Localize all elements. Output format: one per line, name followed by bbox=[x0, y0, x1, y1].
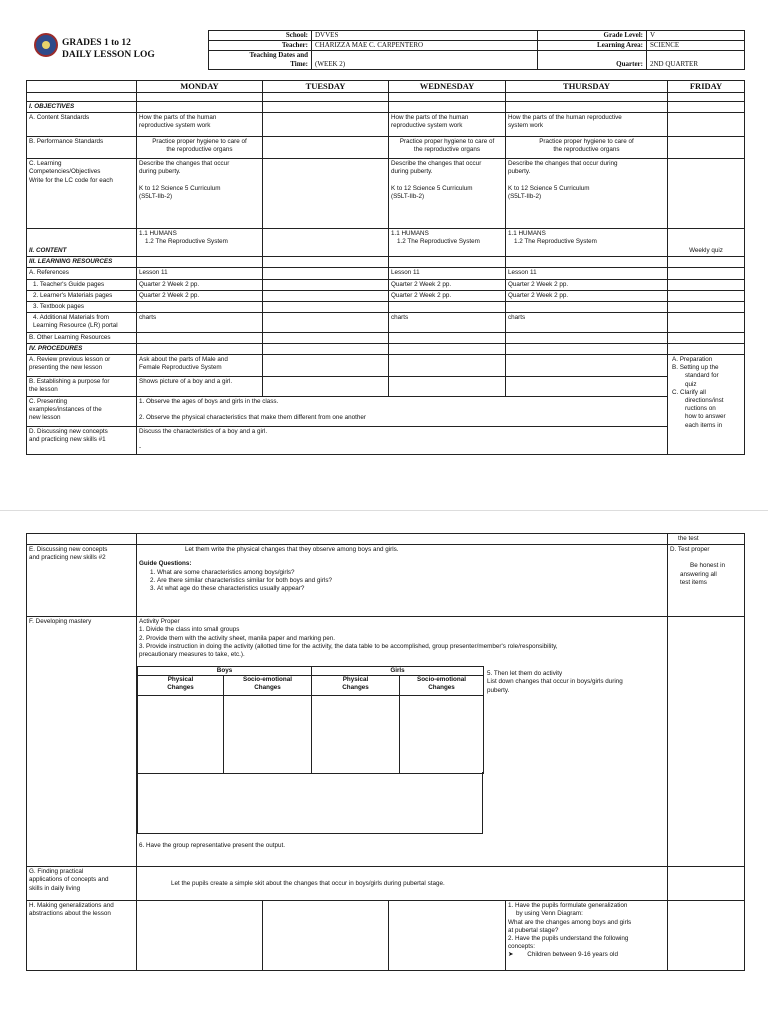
pp-label-2: the lesson bbox=[29, 386, 58, 394]
lc-mon-3: K to 12 Science 5 Curriculum bbox=[139, 184, 221, 192]
area-label: Learning Area: bbox=[538, 41, 647, 51]
ps-wed-1: Practice proper hygiene to care of bbox=[399, 138, 495, 146]
tbl-girls-phys bbox=[312, 676, 400, 696]
gp-2: Changes bbox=[342, 684, 369, 692]
page-two bbox=[0, 510, 768, 1025]
step6: 6. Have the group representative present the output. bbox=[139, 842, 285, 850]
h-label-1: H. Making generalizations and bbox=[29, 902, 114, 910]
ct-thu-2: 1.2 The Reproductive System bbox=[514, 238, 597, 246]
bs-2: Changes bbox=[254, 684, 281, 692]
brand-line-2: DAILY LESSON LOG bbox=[62, 50, 155, 60]
teacher-value: CHARIZZA MAE C. CARPENTERO bbox=[312, 41, 538, 51]
dates-label-1: Teaching Dates and bbox=[249, 51, 308, 59]
ps-mon-2: the reproductive organs bbox=[166, 146, 233, 154]
content-standards-mon bbox=[137, 113, 263, 137]
tbl-girls: Girls bbox=[312, 667, 484, 676]
cs-thu-1: How the parts of the human reproductive bbox=[508, 114, 622, 122]
lc-wed-2: during puberty. bbox=[391, 168, 433, 176]
fri-step-c2: directions/inst bbox=[685, 397, 724, 405]
performance-thu bbox=[506, 137, 668, 159]
fri-honest-3: test items bbox=[680, 578, 707, 586]
school-label: School: bbox=[209, 31, 312, 41]
h-label bbox=[27, 901, 137, 971]
additional-thu: charts bbox=[506, 313, 668, 332]
lc-wed-3: K to 12 Science 5 Curriculum bbox=[391, 184, 473, 192]
content-standards-label: A. Content Standards bbox=[27, 113, 137, 137]
am-label-1: 4. Additional Materials from bbox=[33, 314, 109, 322]
lesson-table-page1 bbox=[26, 80, 745, 455]
table-extra-space bbox=[137, 772, 483, 834]
purpose-label bbox=[27, 377, 137, 397]
bp-2: Changes bbox=[167, 684, 194, 692]
h-thursday bbox=[506, 901, 668, 971]
content-fri: Weekly quiz bbox=[668, 229, 745, 257]
cs-thu-2: system work bbox=[508, 122, 543, 130]
area-value: SCIENCE bbox=[647, 41, 745, 51]
lc-label-2: Competencies/Objectives bbox=[29, 168, 101, 176]
day-thursday: THURSDAY bbox=[506, 81, 668, 93]
additional-label bbox=[27, 313, 137, 332]
fri-the-test: the test bbox=[668, 534, 745, 545]
e-label bbox=[27, 545, 137, 617]
fri-honest-2: answering all bbox=[680, 570, 717, 578]
ct-wed-2: 1.2 The Reproductive System bbox=[397, 238, 480, 246]
e-content bbox=[137, 545, 668, 617]
lesson-table-page2 bbox=[26, 533, 745, 971]
quarter-value: 2ND QUARTER bbox=[647, 51, 745, 70]
rv-label-1: A. Review previous lesson or bbox=[29, 356, 111, 364]
corner-cell bbox=[27, 81, 137, 93]
gs-2: Changes bbox=[428, 684, 455, 692]
textbook-label: 3. Textbook pages bbox=[27, 302, 137, 313]
e-text: Let them write the physical changes that they observe among boys and girls. bbox=[185, 546, 399, 554]
lm-mon: Quarter 2 Week 2 pp. bbox=[137, 290, 263, 301]
gs-1: Socio-emotional bbox=[417, 676, 466, 684]
lc-thu-2: puberty. bbox=[508, 168, 531, 176]
purpose-mon: Shows picture of a boy and a girl. bbox=[137, 377, 263, 397]
fri-step-b2: standard for bbox=[685, 372, 719, 380]
lc-thu-3: K to 12 Science 5 Curriculum bbox=[508, 184, 590, 192]
tg-label: 1. Teacher's Guide pages bbox=[27, 279, 137, 290]
e-label-1: E. Discussing new concepts bbox=[29, 546, 108, 554]
tg-thu: Quarter 2 Week 2 pp. bbox=[506, 279, 668, 290]
h-thu-6: concepts: bbox=[508, 943, 535, 951]
day-monday: MONDAY bbox=[137, 81, 263, 93]
dates-label bbox=[209, 51, 312, 70]
guide-q1: 1. What are some characteristics among boys/girls? bbox=[157, 569, 665, 577]
content-wed bbox=[389, 229, 506, 257]
pp-label-1: B. Establishing a purpose for bbox=[29, 378, 110, 386]
lm-thu: Quarter 2 Week 2 pp. bbox=[506, 290, 668, 301]
bs-1: Socio-emotional bbox=[243, 676, 292, 684]
fri-step-a: A. Preparation bbox=[672, 356, 713, 364]
g-label-2: applications of concepts and bbox=[29, 876, 109, 884]
d1-text: Discuss the characteristics of a boy and a girl. bbox=[139, 428, 268, 436]
performance-label: B. Performance Standards bbox=[27, 137, 137, 159]
discussing1-text bbox=[137, 427, 668, 455]
rv-mon-2: Female Reproductive System bbox=[139, 364, 222, 372]
d1-dash: - bbox=[139, 444, 142, 452]
f-label: F. Developing mastery bbox=[27, 617, 137, 867]
references-label: A. References bbox=[27, 268, 137, 279]
grade-label: Grade Level: bbox=[538, 31, 647, 41]
lc-thu-4: (S5LT-IIb-2) bbox=[508, 192, 542, 200]
content-standards-thu bbox=[506, 113, 668, 137]
tg-mon: Quarter 2 Week 2 pp. bbox=[137, 279, 263, 290]
activity-data-table bbox=[137, 666, 484, 774]
tg-wed: Quarter 2 Week 2 pp. bbox=[389, 279, 506, 290]
ps-wed-2: the reproductive organs bbox=[413, 146, 481, 154]
competencies-thu bbox=[506, 159, 668, 229]
fri-step-b3: quiz bbox=[685, 380, 697, 388]
tbl-boys-phys bbox=[138, 676, 224, 696]
activity-title: Activity Proper bbox=[139, 618, 180, 626]
am-label-2: Learning Resource (LR) portal bbox=[33, 322, 118, 330]
dates-label-2: Time: bbox=[290, 60, 308, 68]
friday-procedure bbox=[668, 355, 745, 455]
references-thu: Lesson 11 bbox=[506, 268, 668, 279]
h-thu-bullet bbox=[508, 951, 665, 959]
guide-title: Guide Questions: bbox=[139, 560, 192, 568]
fri-step-b: B. Setting up the bbox=[672, 364, 719, 372]
lc-mon-1: Describe the changes that occur bbox=[139, 160, 230, 168]
fri-honest-1: Be honest in bbox=[690, 562, 726, 570]
f-content bbox=[137, 617, 668, 867]
rv-label-2: presenting the new lesson bbox=[29, 364, 103, 372]
cs-wed-1: How the parts of the human bbox=[391, 114, 469, 122]
activity-4: precautionary measures to take, etc.). bbox=[139, 651, 245, 659]
deped-seal-icon bbox=[34, 33, 58, 57]
fri-step-c: C. Clarify all bbox=[672, 388, 706, 396]
tbl-boys-soc bbox=[224, 676, 312, 696]
ps-thu-1: Practice proper hygiene to care of bbox=[539, 138, 634, 146]
ct-thu-1: 1.1 HUMANS bbox=[508, 230, 546, 238]
competencies-mon bbox=[137, 159, 263, 229]
objectives-heading: I. OBJECTIVES bbox=[27, 102, 137, 113]
pr-item-2: 2. Observe the physical characteristics that make them different from one another bbox=[139, 414, 367, 422]
lc-thu-1: Describe the changes that occur during bbox=[508, 160, 618, 168]
guide-list bbox=[139, 569, 665, 594]
step5b: List down changes that occur in boys/girls during bbox=[487, 678, 623, 686]
resources-heading: III. LEARNING RESOURCES bbox=[27, 257, 137, 268]
header-table bbox=[208, 30, 745, 70]
fri-step-c4: how to answer bbox=[685, 413, 726, 421]
h-label-2: abstractions about the lesson bbox=[29, 910, 111, 918]
presenting-label bbox=[27, 397, 137, 427]
brand-title bbox=[62, 37, 155, 61]
ps-mon-1: Practice proper hygiene to care of bbox=[152, 138, 247, 146]
performance-mon bbox=[137, 137, 263, 159]
cs-mon-2: reproductive system work bbox=[139, 122, 211, 130]
fri-d: D. Test proper bbox=[670, 546, 710, 554]
ps-thu-2: the reproductive organs bbox=[553, 146, 620, 154]
lm-wed: Quarter 2 Week 2 pp. bbox=[389, 290, 506, 301]
pr-label-1: C. Presenting bbox=[29, 398, 68, 406]
additional-mon: charts bbox=[137, 313, 263, 332]
dates-value: (WEEK 2) bbox=[312, 51, 538, 70]
procedures-heading: IV. PROCEDURES bbox=[27, 343, 137, 354]
d1-label-2: and practicing new skills #1 bbox=[29, 436, 106, 444]
activity-1: 1. Divide the class into small groups bbox=[139, 626, 240, 634]
tbl-boys: Boys bbox=[138, 667, 312, 676]
pr-item-1: 1. Observe the ages of boys and girls in the class. bbox=[139, 398, 279, 406]
h-thu-2: by using Venn Diagram: bbox=[516, 910, 583, 918]
e-label-2: and practicing new skills #2 bbox=[29, 554, 106, 562]
review-mon bbox=[137, 355, 263, 377]
g-label bbox=[27, 867, 137, 901]
lc-wed-4: (S5LT-IIb-2) bbox=[391, 192, 425, 200]
quarter-label: Quarter: bbox=[538, 51, 647, 70]
ct-mon-1: 1.1 HUMANS bbox=[139, 230, 177, 238]
d1-label-1: D. Discussing new concepts bbox=[29, 428, 108, 436]
review-label bbox=[27, 355, 137, 377]
school-value: DVVES bbox=[312, 31, 538, 41]
pr-label-2: examples/instances of the bbox=[29, 406, 102, 414]
gp-1: Physical bbox=[342, 676, 369, 684]
pr-label-3: new lesson bbox=[29, 414, 61, 422]
presenting-text bbox=[137, 397, 668, 427]
content-standards-wed bbox=[389, 113, 506, 137]
teacher-label: Teacher: bbox=[209, 41, 312, 51]
step5-block bbox=[487, 670, 665, 695]
discussing1-label bbox=[27, 427, 137, 455]
day-tuesday: TUESDAY bbox=[263, 81, 389, 93]
lc-mon-2: during puberty. bbox=[139, 168, 181, 176]
lc-mon-4: (S5LT-IIb-2) bbox=[139, 192, 173, 200]
performance-wed bbox=[389, 137, 506, 159]
day-wednesday: WEDNESDAY bbox=[389, 81, 506, 93]
references-mon: Lesson 11 bbox=[137, 268, 263, 279]
cs-mon-1: How the parts of the human bbox=[139, 114, 217, 122]
brand-line-1: GRADES 1 to 12 bbox=[62, 38, 131, 48]
cs-wed-2: reproductive system work bbox=[391, 122, 463, 130]
activity-3: 3. Provide instruction in doing the activity (allotted time for the activity, the data table to be accomplished, group presenter/member's role/responsibility, bbox=[139, 642, 558, 650]
activity-2: 2. Provide them with the activity sheet, manila paper and marking pen. bbox=[139, 634, 336, 642]
content-thu bbox=[506, 229, 668, 257]
friday-test-proper bbox=[668, 545, 745, 617]
other-label: B. Other Learning Resources bbox=[27, 332, 137, 343]
references-wed: Lesson 11 bbox=[389, 268, 506, 279]
fri-step-c5: each items in bbox=[685, 421, 723, 429]
competencies-wed bbox=[389, 159, 506, 229]
g-content: Let the pupils create a simple skit about the changes that occur in boys/girls during pubertal stage. bbox=[137, 867, 668, 901]
h-thu-1: 1. Have the pupils formulate generalization bbox=[508, 902, 628, 910]
rv-mon-1: Ask about the parts of Male and bbox=[139, 356, 228, 364]
lc-label-1: C. Learning bbox=[29, 160, 62, 168]
fri-step-c3: ructions on bbox=[685, 405, 716, 413]
content-mon bbox=[137, 229, 263, 257]
lc-label-3: Write for the LC code for each bbox=[29, 176, 113, 184]
step5c: puberty. bbox=[487, 686, 510, 694]
h-thu-4: at pubertal stage? bbox=[508, 926, 559, 934]
ct-wed-1: 1.1 HUMANS bbox=[391, 230, 429, 238]
h-thu-5: 2. Have the pupils understand the following bbox=[508, 935, 629, 943]
step5: 5. Then let them do activity bbox=[487, 670, 563, 678]
grade-value: V bbox=[647, 31, 745, 41]
competencies-label bbox=[27, 159, 137, 229]
ct-mon-2: 1.2 The Reproductive System bbox=[145, 238, 228, 246]
h-thu-3: What are the changes among boys and girls bbox=[508, 918, 632, 926]
day-friday: FRIDAY bbox=[668, 81, 745, 93]
g-label-3: skills in daily living bbox=[29, 884, 81, 892]
bp-1: Physical bbox=[167, 676, 194, 684]
g-label-1: G. Finding practical bbox=[29, 868, 84, 876]
content-heading: II. CONTENT bbox=[27, 229, 137, 257]
tbl-girls-soc bbox=[400, 676, 484, 696]
guide-q2: 2. Are there similar characteristics similar for both boys and girls? bbox=[157, 577, 665, 585]
additional-wed: charts bbox=[389, 313, 506, 332]
lc-wed-1: Describe the changes that occur bbox=[391, 160, 482, 168]
arrow-bullet-icon: ➤ bbox=[508, 951, 514, 959]
guide-q3: 3. At what age do these characteristics usually appear? bbox=[157, 585, 665, 593]
page-one bbox=[0, 0, 768, 510]
lm-label: 2. Learner's Materials pages bbox=[27, 290, 137, 301]
h-bullet-text: Children between 9-16 years old bbox=[527, 951, 618, 959]
